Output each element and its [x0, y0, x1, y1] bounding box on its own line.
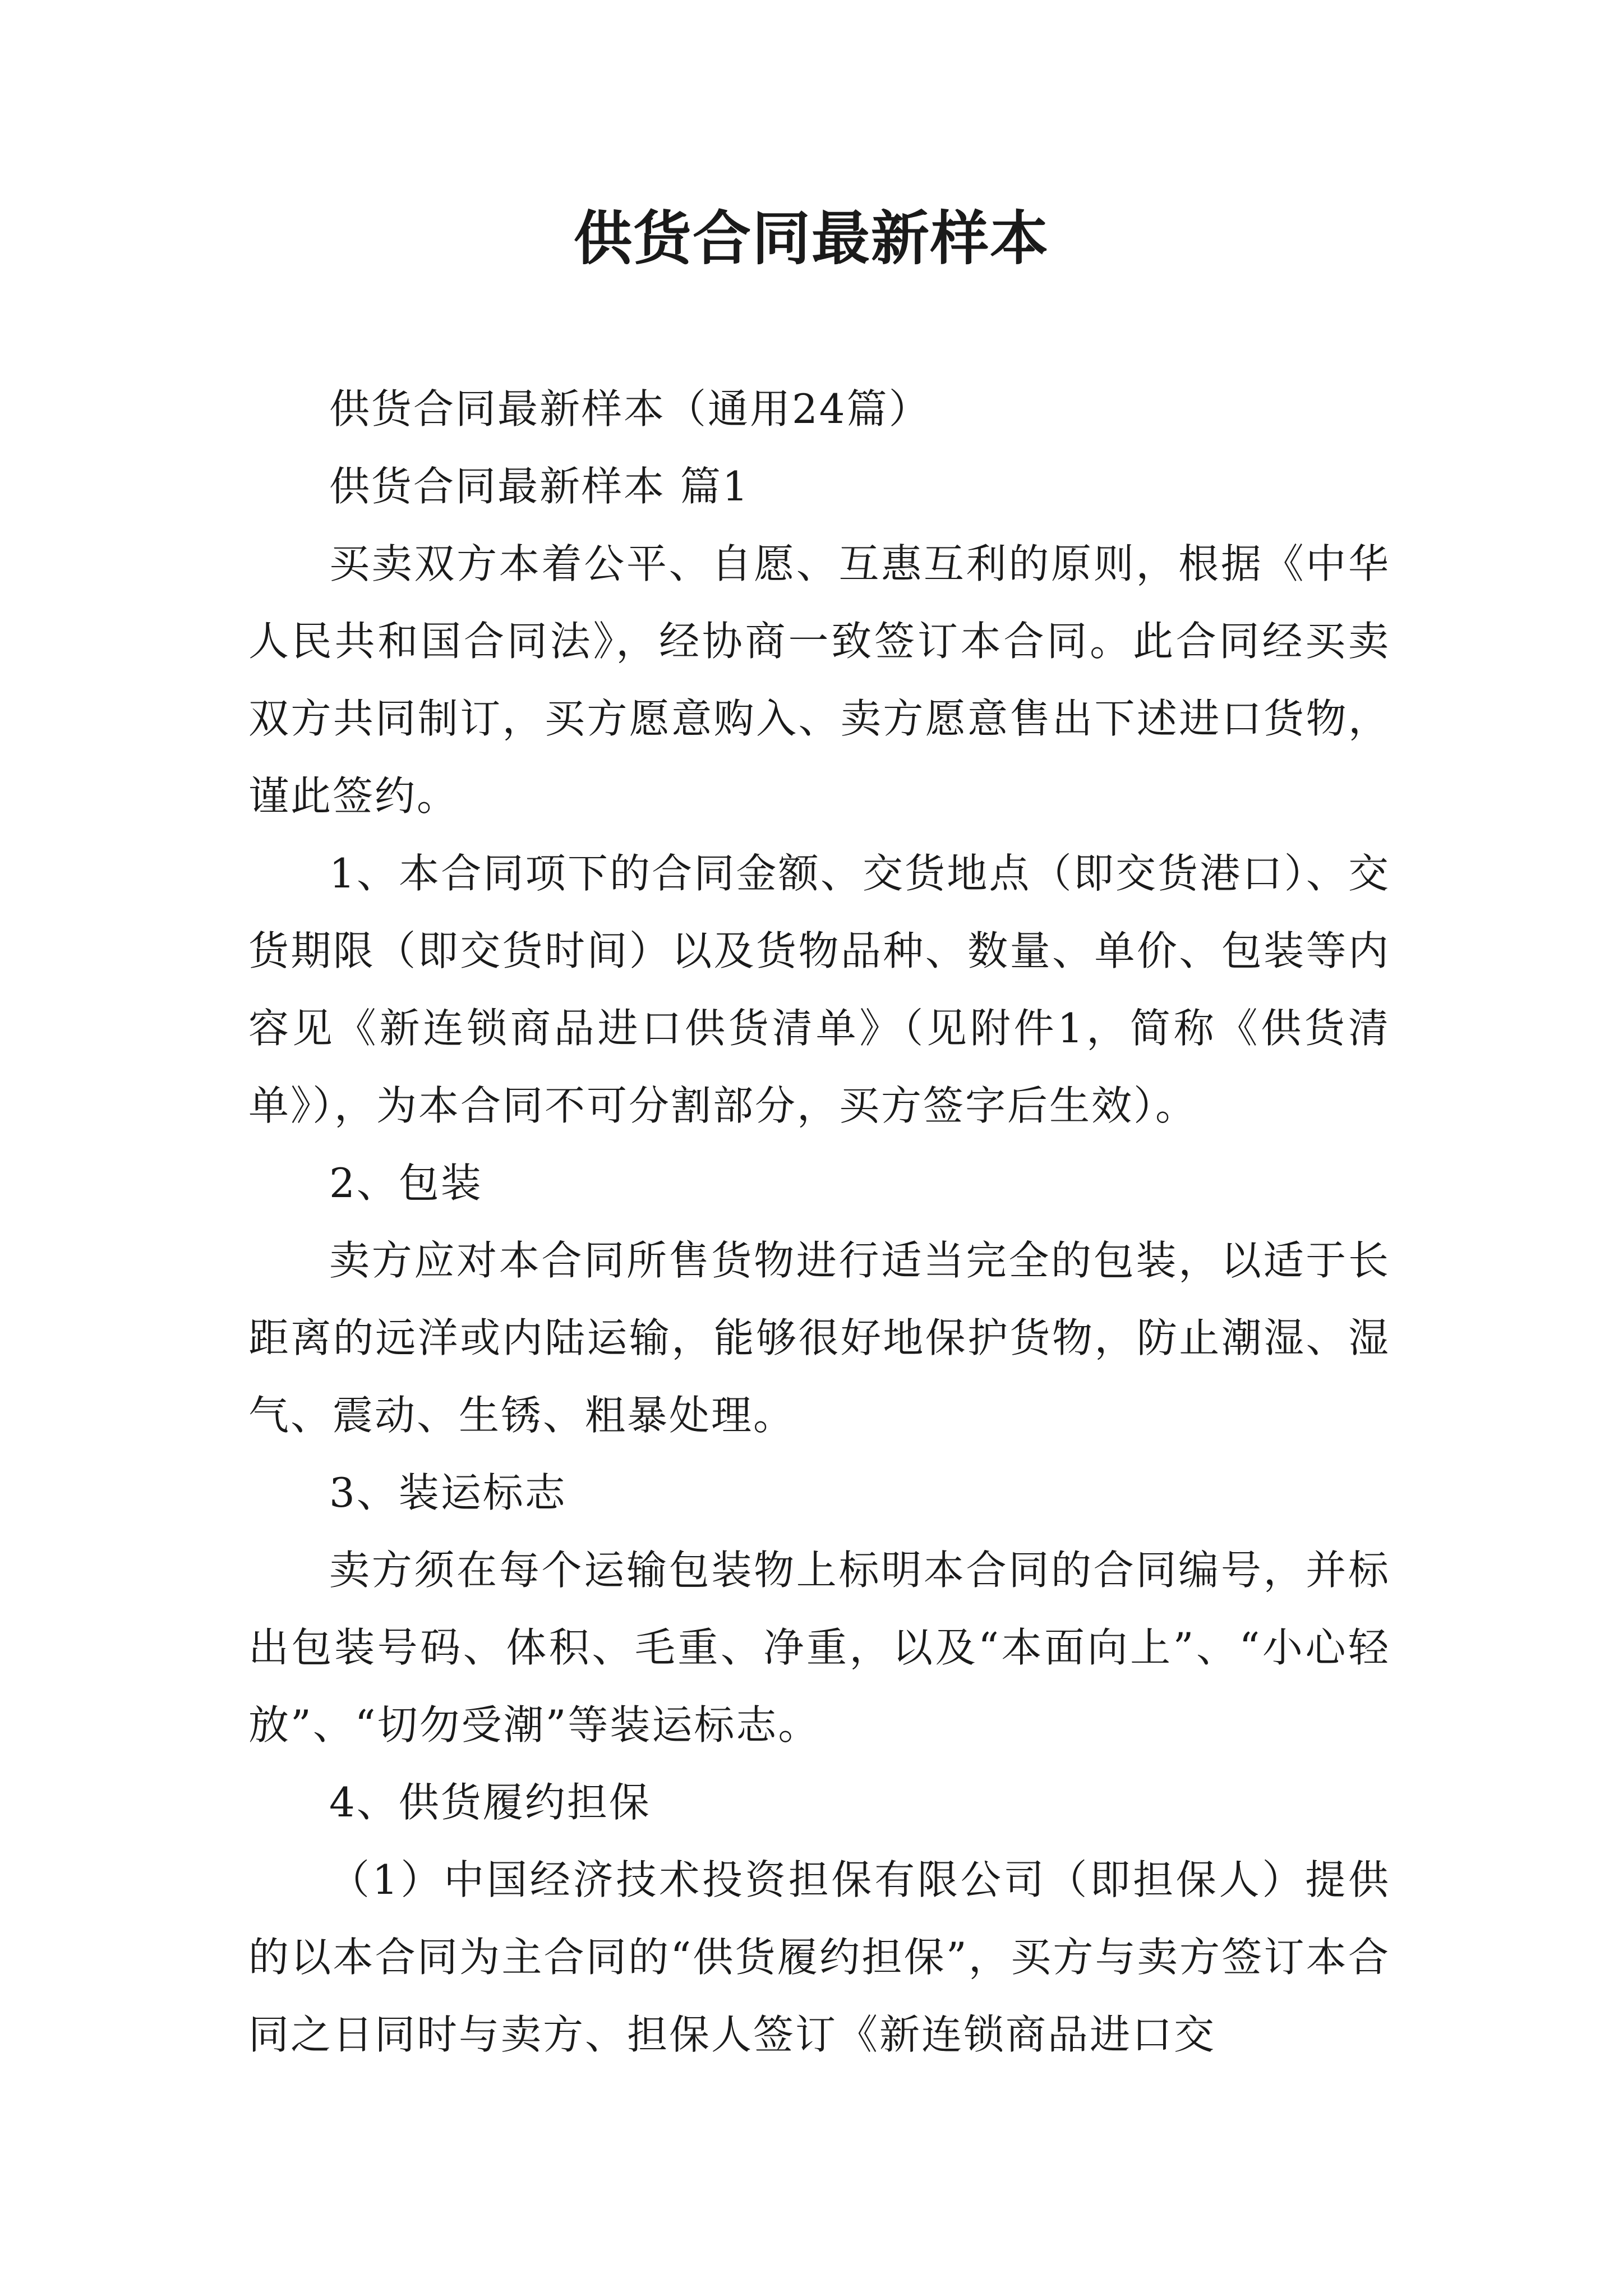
paragraph-clause-1: 1、本合同项下的合同金额、交货地点（即交货港口）、交货期限（即交货时间）以及货物品种、数量、单价、包装等内容见《新连锁商品进口供货清单》（见附件1，简称《供货清单》），为本合同不可分割部分，买方签字后生效）。 — [248, 850, 1390, 1129]
paragraph-subtitle: 供货合同最新样本（通用24篇） — [329, 385, 931, 432]
document-title: 供货合同最新样本 — [573, 204, 1049, 273]
paragraph-clause-2-heading: 2、包装 — [329, 1159, 483, 1207]
paragraph-clause-4-heading: 4、供货履约担保 — [329, 1779, 651, 1826]
document-body — [248, 370, 1390, 2073]
paragraph-clause-4-item-1: （1）中国经济技术投资担保有限公司（即担保人）提供的以本合同为主合同的“供货履约担保”，买方与卖方签订本合同之日同时与卖方、担保人签订《新连锁商品进口交 — [248, 1856, 1390, 2058]
paragraph-clause-3-heading: 3、装运标志 — [329, 1469, 567, 1516]
paragraph-preamble: 买卖双方本着公平、自愿、互惠互利的原则，根据《中华人民共和国合同法》，经协商一致签订本合同。此合同经买卖双方共同制订，买方愿意购入、卖方愿意售出下述进口货物，谨此签约。 — [248, 540, 1390, 820]
paragraph-clause-2-body: 卖方应对本合同所售货物进行适当完全的包装，以适于长距离的远洋或内陆运输，能够很好地保护货物，防止潮湿、湿气、震动、生锈、粗暴处理。 — [248, 1237, 1390, 1439]
paragraph-clause-3-body: 卖方须在每个运输包装物上标明本合同的合同编号，并标出包装号码、体积、毛重、净重，以及“本面向上”、“小心轻放”、“切勿受潮”等装运标志。 — [248, 1547, 1390, 1749]
paragraph-section-heading: 供货合同最新样本 篇1 — [329, 463, 750, 510]
